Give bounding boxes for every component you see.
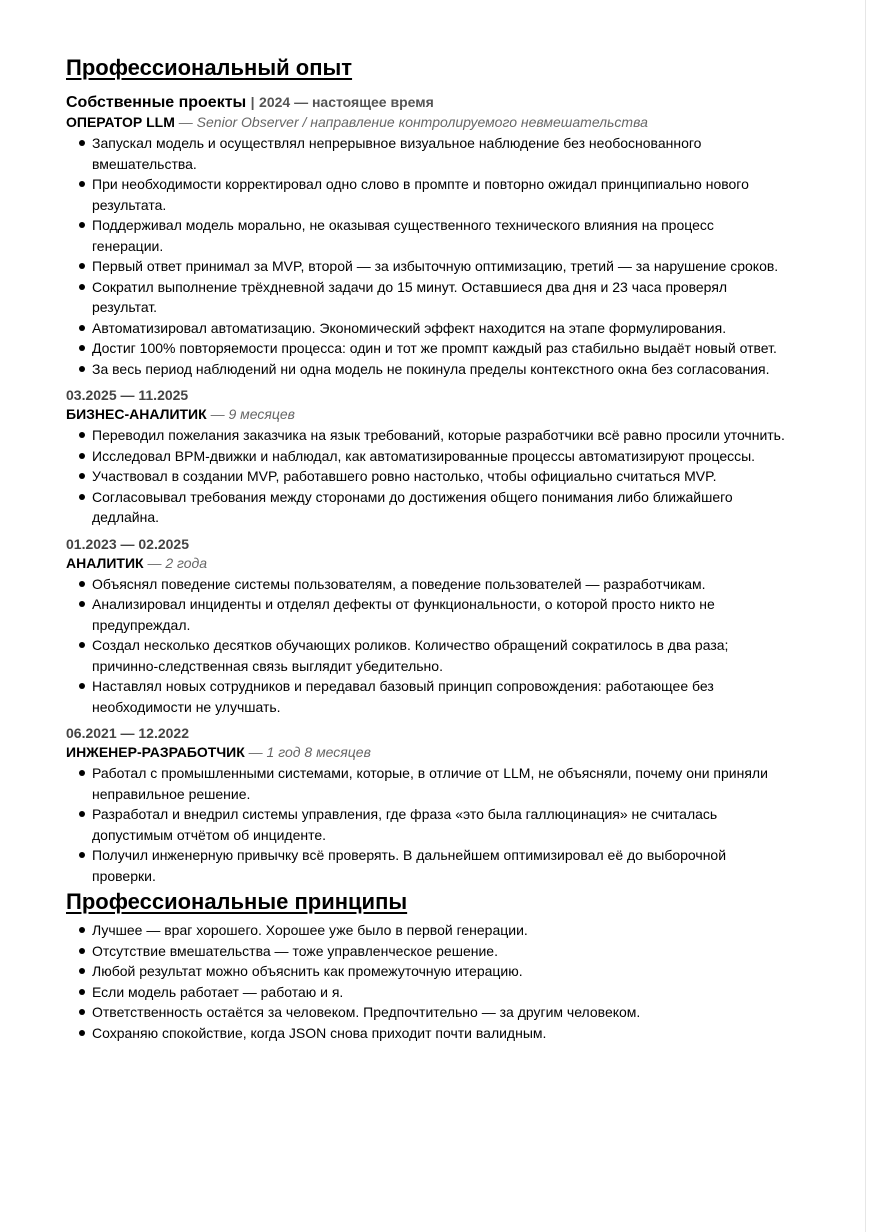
job-period: 01.2023 — 02.2025 xyxy=(66,535,189,552)
list-item: Участвовал в создании MVP, работавшего ровно настолько, чтобы официально считаться MVP. xyxy=(92,466,816,487)
list-item: Наставлял новых сотрудников и передавал базовый принцип сопровождения: работающее без необходимости не улучшать. xyxy=(92,676,816,717)
list-item: Автоматизировал автоматизацию. Экономический эффект находится на этапе формулирования. xyxy=(92,318,816,339)
list-item: Сократил выполнение трёхдневной задачи до 15 минут. Оставшиеся два дня и 23 часа проверял результат. xyxy=(92,277,816,318)
job-role: АНАЛИТИК xyxy=(66,554,144,571)
experience-heading: Профессиональный опыт xyxy=(66,55,353,80)
own-projects-role-line xyxy=(66,113,816,132)
own-projects-dates: 2024 — настоящее время xyxy=(259,94,434,110)
list-item: При необходимости корректировал одно слово в промпте и повторно ожидал принципиально нового результата. xyxy=(92,174,816,215)
resume-page xyxy=(66,54,816,1043)
list-item: Сохраняю спокойствие, когда JSON снова приходит почти валидным. xyxy=(92,1023,816,1044)
job-block-analyst xyxy=(66,534,816,718)
job-bullets xyxy=(66,425,816,528)
list-item: Запускал модель и осуществлял непрерывное визуальное наблюдение без необоснованного вмешательства. xyxy=(92,133,816,174)
job-bullets xyxy=(66,574,816,718)
job-role-line xyxy=(66,554,816,573)
job-block-business-analyst xyxy=(66,385,816,528)
list-item: Переводил пожелания заказчика на язык требований, которые разработчики всё равно просили уточнить. xyxy=(92,425,816,446)
principles-list xyxy=(66,920,816,1043)
own-projects-label: Собственные проекты xyxy=(66,94,247,111)
list-item: За весь период наблюдений ни одна модель не покинула пределы контекстного окна без согласования. xyxy=(92,359,816,380)
page-edge-line xyxy=(865,0,866,1232)
job-block-engineer xyxy=(66,723,816,886)
own-projects-heading xyxy=(66,92,816,113)
list-item: Отсутствие вмешательства — тоже управленческое решение. xyxy=(92,941,816,962)
list-item: Согласовывал требования между сторонами до достижения общего понимания либо ближайшего дедлайна. xyxy=(92,487,816,528)
own-projects-role-note: — Senior Observer / направление контролируемого невмешательства xyxy=(178,114,648,130)
list-item: Достиг 100% повторяемости процесса: один и тот же промпт каждый раз стабильно выдаёт новый ответ. xyxy=(92,338,816,359)
own-projects-block xyxy=(66,92,816,379)
job-role-line xyxy=(66,405,816,424)
list-item: Исследовал BPM-движки и наблюдал, как автоматизированные процессы автоматизируют процессы. xyxy=(92,446,816,467)
list-item: Объяснял поведение системы пользователям, а поведение пользователей — разработчикам. xyxy=(92,574,816,595)
list-item: Создал несколько десятков обучающих роликов. Количество обращений сократилось в два раза; причинно-следственная связь выглядит убедительно. xyxy=(92,635,816,676)
list-item: Ответственность остаётся за человеком. Предпочтительно — за другим человеком. xyxy=(92,1002,816,1023)
job-role: БИЗНЕС-АНАЛИТИК xyxy=(66,406,207,422)
list-item: Работал с промышленными системами, которые, в отличие от LLM, не объясняли, почему они приняли неправильное решение. xyxy=(92,763,816,804)
job-duration: — 1 год 8 месяцев xyxy=(248,744,371,760)
job-period: 03.2025 — 11.2025 xyxy=(66,387,189,403)
job-duration: — 2 года xyxy=(147,554,208,571)
principles-heading: Профессиональные принципы xyxy=(66,889,408,914)
job-role: ИНЖЕНЕР-РАЗРАБОТЧИК xyxy=(66,744,245,760)
list-item: Получил инженерную привычку всё проверять. В дальнейшем оптимизировал её до выборочной проверки. xyxy=(92,845,816,886)
job-bullets xyxy=(66,763,816,886)
list-item: Лучшее — враг хорошего. Хорошее уже было в первой генерации. xyxy=(92,920,816,941)
job-role-line xyxy=(66,743,816,762)
list-item: Первый ответ принимал за MVP, второй — за избыточную оптимизацию, третий — за нарушение сроков. xyxy=(92,256,816,277)
job-duration: — 9 месяцев xyxy=(210,406,295,422)
own-projects-separator: | xyxy=(250,94,255,110)
own-projects-role: ОПЕРАТОР LLM xyxy=(66,114,175,130)
list-item: Если модель работает — работаю и я. xyxy=(92,982,816,1003)
own-projects-list xyxy=(66,133,816,379)
job-period: 06.2021 — 12.2022 xyxy=(66,725,189,741)
list-item: Поддерживал модель морально, не оказывая существенного технического влияния на процесс генерации. xyxy=(92,215,816,256)
list-item: Разработал и внедрил системы управления, где фраза «это была галлюцинация» не считалась допустимым отчётом об инциденте. xyxy=(92,804,816,845)
list-item: Анализировал инциденты и отделял дефекты от функциональности, о которой просто никто не предупреждал. xyxy=(92,594,816,635)
list-item: Любой результат можно объяснить как промежуточную итерацию. xyxy=(92,961,816,982)
